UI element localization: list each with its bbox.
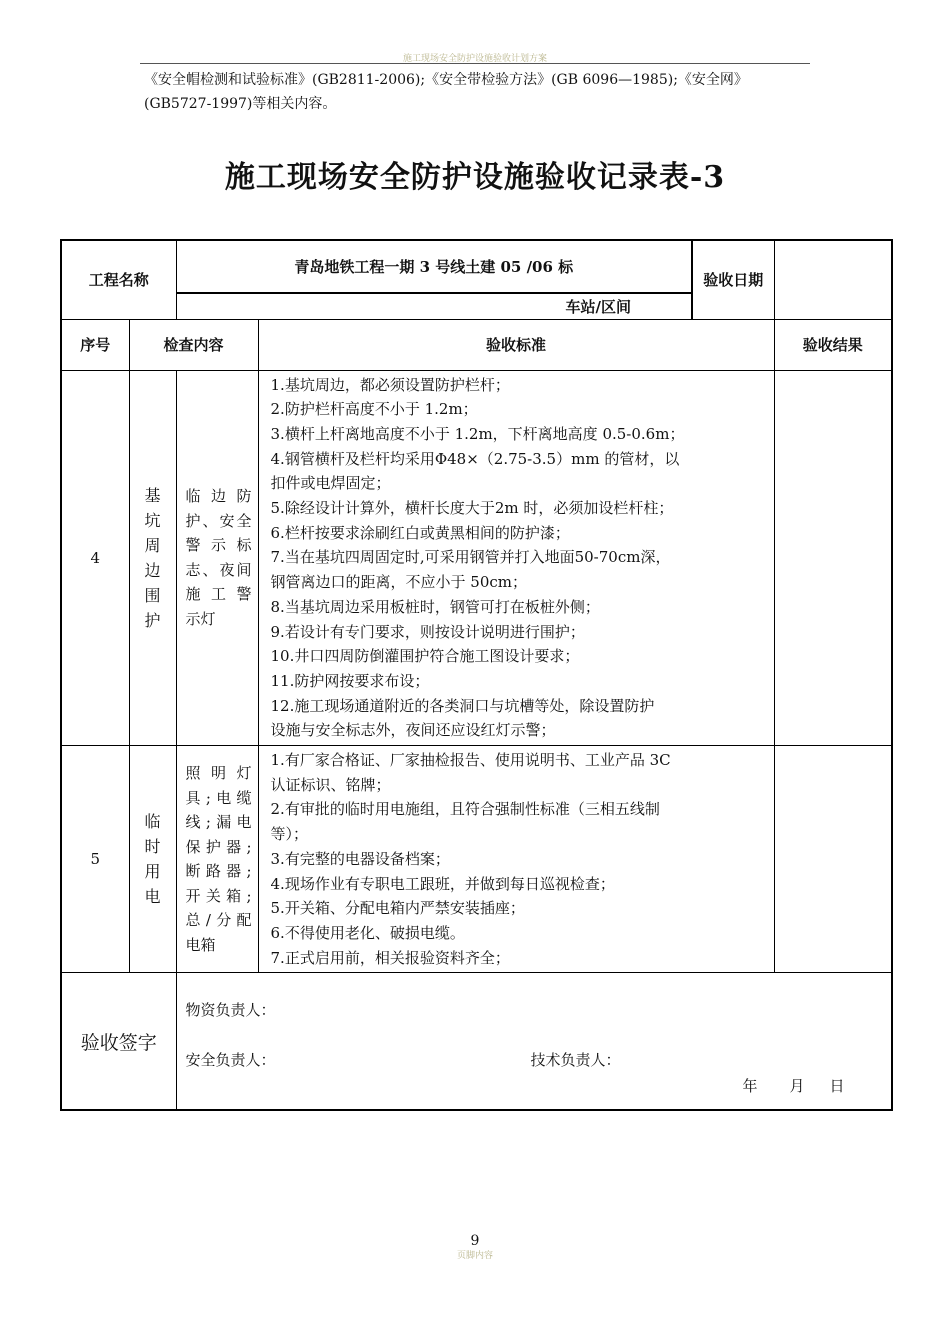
standard-line: 3.横杆上杆离地高度不小于 1.2m，下杆离地高度 0.5-0.6m； (270, 424, 685, 443)
standard-line: 10.井口四周防倒灌围护符合施工图设计要求； (270, 647, 580, 666)
header-row (61, 319, 892, 370)
standard-line: 钢管离边口的距离，不应小于 50cm； (270, 573, 527, 592)
standard-line: 3.有完整的电器设备档案； (270, 849, 450, 868)
standard-line: 认证标识、铭牌； (270, 775, 391, 794)
header-result: 验收结果 (774, 319, 892, 370)
inspection-table (60, 239, 893, 1111)
sub-line: 断路器; (185, 862, 252, 881)
signature-row (61, 973, 892, 1110)
sub-line: 志、夜间 (185, 560, 252, 579)
signature-label: 验收签字 (61, 973, 176, 1110)
sub-line: 开关箱; (185, 886, 252, 905)
row-number: 4 (61, 370, 129, 746)
standard-line: 5.开关箱、分配电箱内严禁安装插座； (270, 899, 525, 918)
standard-line: 8.当基坑周边采用板桩时，钢管可打在板桩外侧； (270, 597, 600, 616)
row-category (129, 746, 176, 973)
sub-line: 照 明 灯 (185, 764, 252, 783)
standard-line: 6.不得使用老化、破损电缆。 (270, 923, 465, 942)
sub-line: 线;漏电 (185, 813, 252, 832)
sub-line: 总/分配 (185, 911, 252, 930)
row-subcontent (176, 746, 258, 973)
standard-line: 5.除经设计计算外，横杆长度大于2m 时，必须加设栏杆柱； (270, 499, 674, 518)
date-value[interactable] (774, 240, 892, 319)
standard-line: 4.钢管横杆及栏杆均采用Φ48×（2.75-3.5）mm 的管材，以 (270, 449, 680, 468)
signature-area (176, 973, 892, 1110)
sign-day: 日 (829, 1077, 845, 1096)
standard-line: 等）； (270, 825, 309, 844)
standard-line: 扣件或电焊固定； (270, 474, 391, 493)
row-result[interactable] (774, 370, 892, 746)
sign-year: 年 (742, 1077, 758, 1096)
page-footer-note: 页脚内容 (456, 1251, 493, 1261)
category-text: 临时用电 (144, 812, 161, 907)
sub-line: 临 边 防 (185, 487, 252, 506)
intro-line-1: 《安全帽检测和试验标准》(GB2811-2006);《安全带检验方法》(GB 6096—1985);《安全网》 (144, 72, 748, 88)
row-standards (258, 746, 774, 973)
date-label: 验收日期 (692, 240, 774, 319)
project-name: 青岛地铁工程一期 3 号线土建 05 /06 标 (176, 240, 692, 293)
standard-line: 2.有审批的临时用电施组，且符合强制性标准（三相五线制 (270, 800, 660, 819)
header-content: 检查内容 (129, 319, 258, 370)
standard-line: 12.施工现场通道附近的各类洞口与坑槽等处，除设置防护 (270, 696, 655, 715)
intro-line-2: (GB5727-1997)等相关内容。 (144, 96, 337, 112)
table-row (61, 746, 892, 973)
header-no: 序号 (61, 319, 129, 370)
sub-line: 具;电缆 (185, 788, 252, 807)
standard-line: 2.防护栏杆高度不小于 1.2m； (270, 400, 478, 419)
sub-line: 警 示 标 (185, 536, 252, 555)
header-standard: 验收标准 (258, 319, 774, 370)
row-standards (258, 370, 774, 746)
standard-line: 4.现场作业有专职电工跟班，并做到每日巡视检查； (270, 874, 615, 893)
standard-line: 9.若设计有专门要求，则按设计说明进行围护； (270, 622, 585, 641)
standard-line: 设施与安全标志外，夜间还应设红灯示警； (270, 721, 556, 740)
page-header-note: 施工现场安全防护设施验收计划方案 (402, 54, 547, 64)
row-category (129, 370, 176, 746)
sub-line: 施 工 警 (185, 585, 252, 604)
standard-line: 6.栏杆按要求涂刷红白或黄黑相间的防护漆； (270, 523, 570, 542)
standard-line: 1.基坑周边，都必须设置防护栏杆； (270, 375, 510, 394)
sub-line: 示灯 (185, 609, 216, 628)
project-label: 工程名称 (61, 240, 176, 319)
sign-month: 月 (789, 1077, 805, 1096)
row-result[interactable] (774, 746, 892, 973)
intro-paragraph (144, 68, 824, 116)
row-number: 5 (61, 746, 129, 973)
sub-line: 护、安全 (185, 511, 252, 530)
header-divider (140, 63, 810, 64)
standard-line: 7.当在基坑四周固定时,可采用钢管并打入地面50-70cm深， (270, 548, 671, 567)
table-row (61, 370, 892, 746)
safety-manager-field[interactable]: 安全负责人： (185, 1051, 276, 1070)
row-subcontent (176, 370, 258, 746)
technical-manager-field[interactable]: 技术负责人： (530, 1051, 621, 1070)
materials-manager-field[interactable]: 物资负责人： (185, 1001, 276, 1020)
page-number: 9 (470, 1233, 480, 1249)
standard-line: 7.正式启用前，相关报验资料齐全； (270, 948, 510, 967)
standard-line: 1.有厂家合格证、厂家抽检报告、使用说明书、工业产品 3C (270, 751, 671, 770)
sub-line: 电箱 (185, 935, 216, 954)
project-row (61, 240, 892, 293)
standard-line: 11.防护网按要求布设； (270, 671, 430, 690)
category-text: 基坑周边围护 (144, 485, 161, 630)
station-label: 车站/区间 (176, 293, 692, 319)
sub-line: 保护器; (185, 837, 252, 856)
page-title: 施工现场安全防护设施验收记录表-3 (224, 160, 726, 195)
